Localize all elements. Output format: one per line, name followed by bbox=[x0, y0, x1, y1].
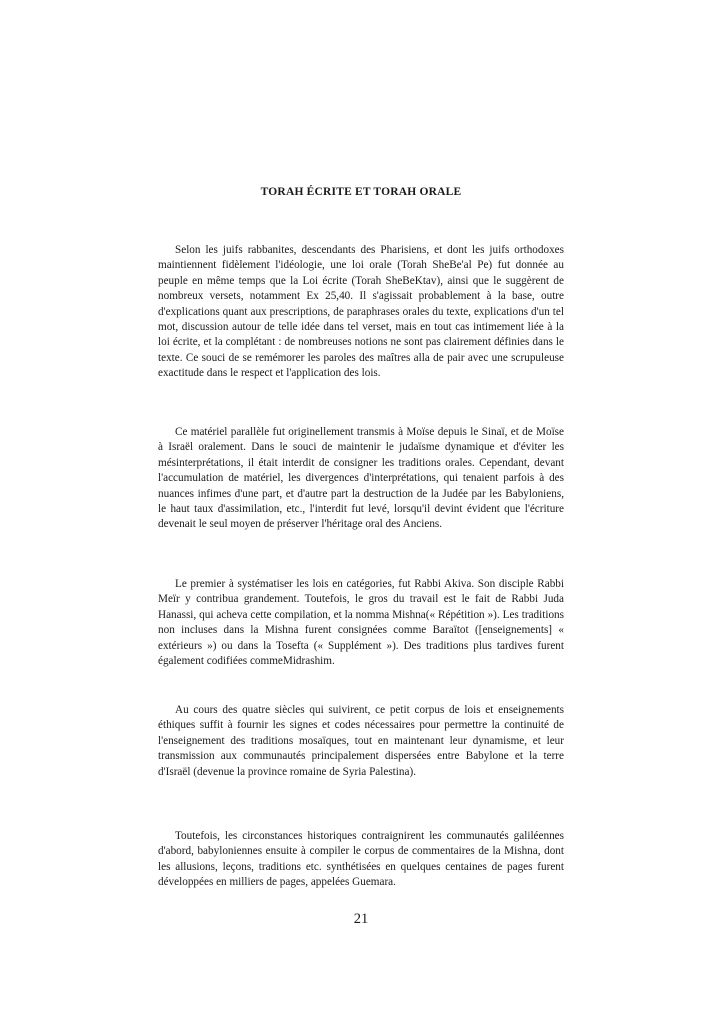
paragraph-mishna: Le premier à systématiser les lois en catégories, fut Rabbi Akiva. Son disciple Rabbi Meïr y contribua grandement. Toutefois, le gros du travail est le fait de Rabbi Juda Hanassi, qui acheva cette compilation, et la nomma Mishna(« Répétition »). Les traditions non incluses dans la Mishna furent consignées comme Baraïtot ([enseignements] « extérieurs ») ou dans la Tosefta (« Supplément »). Des traditions plus tardives furent également codifiées commeMidrashim. bbox=[158, 578, 564, 668]
paragraph-guemara: Toutefois, les circonstances historiques contraignirent les communautés galiléennes d'abord, babyloniennes ensuite à compiler le corpus de commentaires de la Mishna, dont les allusions, leçons, traditions etc. synthétisées en quelques centaines de pages furent développées en milliers de pages, appelées Guemara. bbox=[158, 830, 564, 889]
paragraph-four-centuries: Au cours des quatre siècles qui suivirent, ce petit corpus de lois et enseignements éthiques suffit à fournir les signes et codes nécessaires pour permettre la continuité de l'enseignement des traditions mosaïques, tout en maintenant leur dynamisme, et leur transmission aux communautés principalement dispersées entre Babylone et la terre d'Israël (devenue la province romaine de Syria Palestina). bbox=[158, 704, 564, 778]
page-title: TORAH ÉCRITE ET TORAH ORALE bbox=[260, 186, 462, 198]
paragraph-oral-law: Selon les juifs rabbanites, descendants des Pharisiens, et dont les juifs orthodoxes maintiennent fidèlement l'idéologie, une loi orale (Torah SheBe'al Pe) fut donnée au peuple en même temps que la Loi écrite (Torah SheBeKtav), ainsi que le suggèrent de nombreux versets, notamment Ex 25,40. Il s'agissait probablement à la base, outre d'explications quant aux prescriptions, de paraphrases orales du texte, explications d'un tel mot, discussion autour de telle idée dans tel verset, mais en tout cas intimement liée à la loi écrite, et la complétant : de nombreuses notions ne sont pas clairement définies dans le texte. Ce souci de se remémorer les paroles des maîtres alla de pair avec une scrupuleuse exactitude dans le respect et l'application des lois. bbox=[158, 244, 564, 380]
paragraph-transmission: Ce matériel parallèle fut originellement transmis à Moïse depuis le Sinaï, et de Moïse à Israël oralement. Dans le souci de maintenir le judaïsme dynamique et d'éviter les mésinterprétations, il était interdit de consigner les traditions orales. Cependant, devant l'accumulation de matériel, les divergences d'interprétations, qui tenaient parfois à des nuances infimes d'une part, et d'autre part la destruction de la Judée par les Babyloniens, le haut taux d'assimilation, etc., l'interdit fut levé, lorsqu'il devint évident que l'écriture devenait le seul moyen de préserver l'héritage oral des Anciens. bbox=[158, 426, 564, 531]
page-number: 21 bbox=[353, 911, 369, 927]
